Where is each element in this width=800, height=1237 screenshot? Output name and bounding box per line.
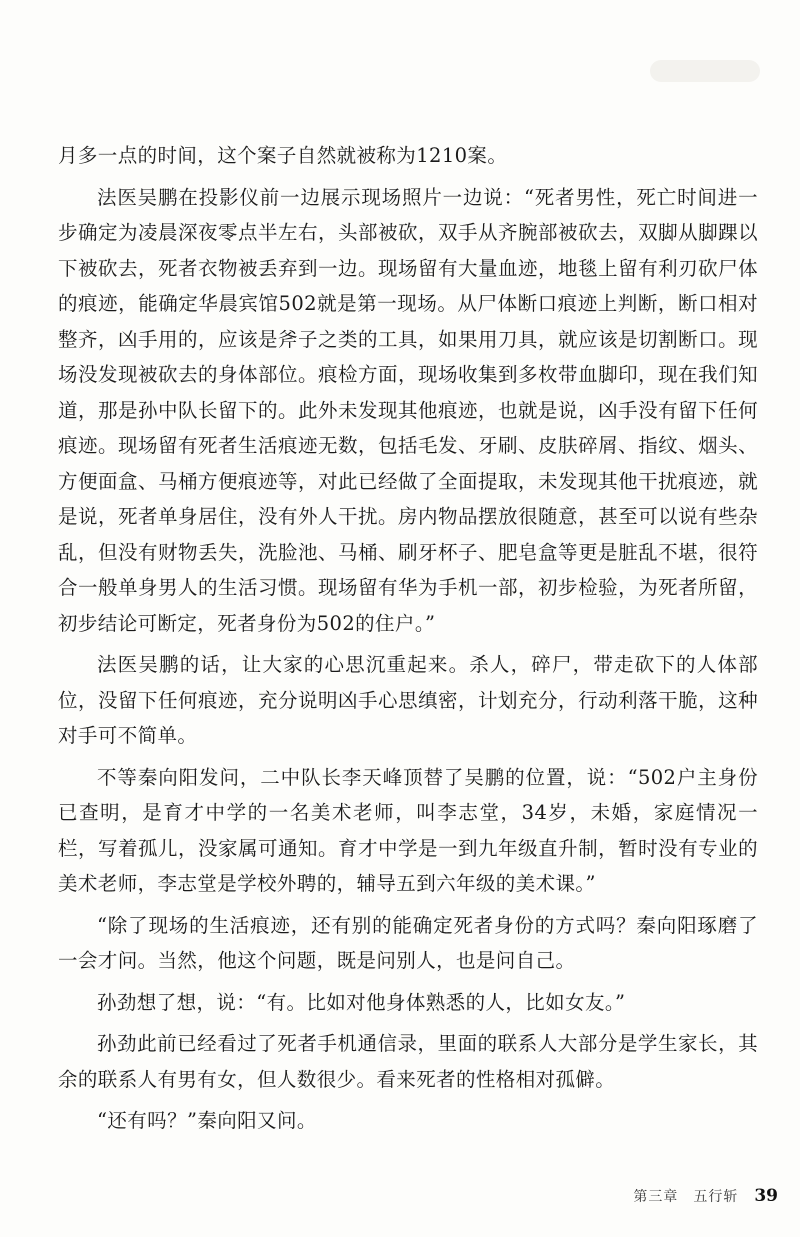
page-number: 39 bbox=[754, 1186, 778, 1206]
page-footer bbox=[633, 1186, 778, 1206]
body-text bbox=[58, 138, 758, 1139]
paragraph-8: “还有吗？”秦向阳又问。 bbox=[97, 1109, 317, 1132]
paragraph-7: 孙劲此前已经看过了死者手机通信录，里面的联系人大部分是学生家长，其余的联系人有男有女，但人数很少。看来死者的性格相对孤僻。 bbox=[58, 1032, 758, 1091]
chapter-title: 第三章 五行斩 bbox=[633, 1189, 739, 1205]
paragraph-3: 法医吴鹏的话，让大家的心思沉重起来。杀人，碎尸，带走砍下的人体部位，没留下任何痕迹，充分说明凶手心思缜密，计划充分，行动利落干脆，这种对手可不简单。 bbox=[58, 653, 758, 747]
paragraph-2: 法医吴鹏在投影仪前一边展示现场照片一边说：“死者男性，死亡时间进一步确定为凌晨深夜零点半左右，头部被砍，双手从齐腕部被砍去，双脚从脚踝以下被砍去，死者衣物被丢弃到一边。现场留有大量血迹，地毯上留有利刃砍尸体的痕迹，能确定华晨宾馆502就是第一现场。从尸体断口痕迹上判断，断口相对整齐，凶手用的，应该是斧子之类的工具，如果用刀具，就应该是切割断口。现场没发现被砍去的身体部位。痕检方面，现场收集到多枚带血脚印，现在我们知道，那是孙中队长留下的。此外未发现其他痕迹，也就是说，凶手没有留下任何痕迹。现场留有死者生活痕迹无数，包括毛发、牙刷、皮肤碎屑、指纹、烟头、方便面盒、马桶方便痕迹等，对此已经做了全面提取，未发现其他干扰痕迹，就是说，死者单身居住，没有外人干扰。房内物品摆放很随意，甚至可以说有些杂乱，但没有财物丢失，洗脸池、马桶、刷牙杯子、肥皂盒等更是脏乱不堪，很符合一般单身男人的生活习惯。现场留有华为手机一部，初步检验，为死者所留，初步结论可断定，死者身份为502的住户。” bbox=[58, 185, 758, 635]
paragraph-6: 孙劲想了想，说：“有。比如对他身体熟悉的人，比如女友。” bbox=[97, 990, 626, 1014]
paragraph-1: 月多一点的时间，这个案子自然就被称为1210案。 bbox=[58, 144, 508, 167]
paragraph-4: 不等秦向阳发问，二中队长李天峰顶替了吴鹏的位置，说：“502户主身份已查明，是育才中学的一名美术老师，叫李志堂，34岁，未婚，家庭情况一栏，写着孤儿，没家属可通知。育才中学是一到九年级直升制，暂时没有专业的美术老师，李志堂是学校外聘的，辅导五到六年级的美术课。” bbox=[58, 765, 758, 895]
paragraph-5: “除了现场的生活痕迹，还有别的能确定死者身份的方式吗？秦向阳琢磨了一会才问。当然，他这个问题，既是问别人，也是问自己。 bbox=[58, 913, 758, 972]
header-smudge bbox=[650, 60, 760, 82]
